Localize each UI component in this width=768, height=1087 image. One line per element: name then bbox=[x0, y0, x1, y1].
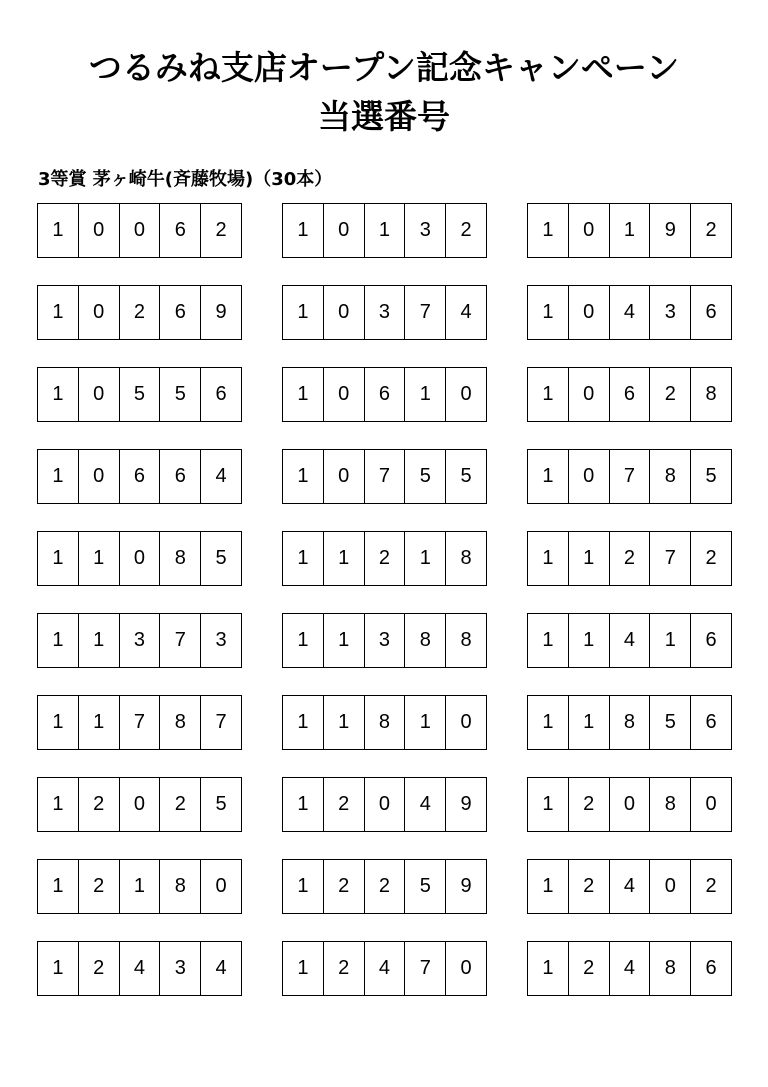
digit-cell: 9 bbox=[200, 286, 241, 339]
digit-cell: 2 bbox=[690, 860, 731, 913]
digit-cell: 0 bbox=[119, 204, 160, 257]
digit-cell: 0 bbox=[78, 204, 119, 257]
digit-cell: 0 bbox=[323, 450, 364, 503]
winning-number-box bbox=[37, 203, 242, 258]
digit-cell: 1 bbox=[297, 465, 309, 487]
digit-cell: 2 bbox=[159, 778, 200, 831]
winning-number-box bbox=[527, 777, 732, 832]
winning-number-box bbox=[282, 449, 487, 504]
digit-cell: 0 bbox=[200, 860, 241, 913]
digit-cell: 5 bbox=[159, 368, 200, 421]
digit-cell: 0 bbox=[445, 696, 486, 749]
digit-cell: 3 bbox=[364, 614, 405, 667]
digit-cell: 2 bbox=[445, 204, 486, 257]
digit-cell: 1 bbox=[52, 383, 64, 405]
winning-number-box bbox=[282, 203, 487, 258]
digit-cell: 9 bbox=[445, 860, 486, 913]
digit-cell: 2 bbox=[323, 778, 364, 831]
digit-cell: 9 bbox=[445, 778, 486, 831]
digit-cell: 1 bbox=[568, 532, 609, 585]
digit-cell: 4 bbox=[119, 942, 160, 995]
digit-cell: 1 bbox=[542, 957, 554, 979]
digit-cell: 4 bbox=[200, 450, 241, 503]
digit-cell: 4 bbox=[609, 942, 650, 995]
digit-cell: 2 bbox=[78, 942, 119, 995]
digit-cell: 4 bbox=[200, 942, 241, 995]
digit-cell: 0 bbox=[690, 778, 731, 831]
winning-number-box bbox=[527, 285, 732, 340]
digit-cell: 1 bbox=[542, 383, 554, 405]
digit-cell: 6 bbox=[690, 614, 731, 667]
winning-number-box bbox=[282, 613, 487, 668]
digit-cell: 1 bbox=[542, 793, 554, 815]
digit-cell: 0 bbox=[78, 368, 119, 421]
winning-number-box bbox=[282, 777, 487, 832]
digit-cell: 3 bbox=[159, 942, 200, 995]
digit-cell: 1 bbox=[297, 629, 309, 651]
digit-cell: 2 bbox=[323, 860, 364, 913]
digit-cell: 8 bbox=[159, 860, 200, 913]
digit-cell: 7 bbox=[404, 286, 445, 339]
digit-cell: 4 bbox=[404, 778, 445, 831]
winning-number-box bbox=[527, 203, 732, 258]
digit-cell: 5 bbox=[404, 860, 445, 913]
digit-cell: 0 bbox=[119, 778, 160, 831]
digit-cell: 1 bbox=[119, 860, 160, 913]
winning-number-box bbox=[37, 367, 242, 422]
page-title: つるみね支店オープン記念キャンペーン bbox=[88, 48, 680, 87]
digit-cell: 0 bbox=[609, 778, 650, 831]
digit-cell: 6 bbox=[364, 368, 405, 421]
digit-cell: 6 bbox=[159, 204, 200, 257]
digit-cell: 3 bbox=[404, 204, 445, 257]
digit-cell: 8 bbox=[445, 614, 486, 667]
digit-cell: 6 bbox=[159, 450, 200, 503]
digit-cell: 7 bbox=[609, 450, 650, 503]
digit-cell: 1 bbox=[609, 204, 650, 257]
digit-cell: 3 bbox=[200, 614, 241, 667]
digit-cell: 8 bbox=[649, 450, 690, 503]
digit-cell: 1 bbox=[568, 614, 609, 667]
digit-cell: 0 bbox=[323, 286, 364, 339]
digit-cell: 1 bbox=[297, 383, 309, 405]
digit-cell: 4 bbox=[609, 614, 650, 667]
winning-number-grid bbox=[37, 203, 732, 996]
winning-number-box bbox=[527, 367, 732, 422]
digit-cell: 5 bbox=[200, 532, 241, 585]
digit-cell: 1 bbox=[297, 711, 309, 733]
digit-cell: 1 bbox=[542, 875, 554, 897]
digit-cell: 1 bbox=[78, 532, 119, 585]
digit-cell: 1 bbox=[52, 629, 64, 651]
digit-cell: 1 bbox=[542, 301, 554, 323]
digit-cell: 1 bbox=[404, 532, 445, 585]
winning-number-box bbox=[527, 695, 732, 750]
winning-number-box bbox=[37, 695, 242, 750]
digit-cell: 1 bbox=[542, 547, 554, 569]
digit-cell: 1 bbox=[364, 204, 405, 257]
digit-cell: 1 bbox=[52, 875, 64, 897]
digit-cell: 2 bbox=[609, 532, 650, 585]
digit-cell: 0 bbox=[568, 368, 609, 421]
digit-cell: 4 bbox=[445, 286, 486, 339]
digit-cell: 1 bbox=[52, 301, 64, 323]
digit-cell: 6 bbox=[609, 368, 650, 421]
digit-cell: 2 bbox=[323, 942, 364, 995]
digit-cell: 1 bbox=[404, 368, 445, 421]
digit-cell: 3 bbox=[649, 286, 690, 339]
digit-cell: 2 bbox=[568, 778, 609, 831]
digit-cell: 1 bbox=[323, 532, 364, 585]
digit-cell: 0 bbox=[119, 532, 160, 585]
digit-cell: 0 bbox=[445, 942, 486, 995]
digit-cell: 1 bbox=[297, 957, 309, 979]
digit-cell: 1 bbox=[404, 696, 445, 749]
digit-cell: 2 bbox=[364, 532, 405, 585]
digit-cell: 0 bbox=[568, 204, 609, 257]
digit-cell: 7 bbox=[364, 450, 405, 503]
digit-cell: 2 bbox=[690, 204, 731, 257]
digit-cell: 0 bbox=[78, 450, 119, 503]
digit-cell: 1 bbox=[52, 957, 64, 979]
digit-cell: 1 bbox=[297, 547, 309, 569]
digit-cell: 7 bbox=[159, 614, 200, 667]
digit-cell: 2 bbox=[200, 204, 241, 257]
winning-number-box bbox=[282, 531, 487, 586]
digit-cell: 1 bbox=[297, 301, 309, 323]
digit-cell: 1 bbox=[542, 711, 554, 733]
winning-number-box bbox=[37, 613, 242, 668]
winning-number-box bbox=[282, 859, 487, 914]
digit-cell: 6 bbox=[690, 286, 731, 339]
prize-heading: 3等賞 茅ヶ崎牛(斉藤牧場)（30本） bbox=[38, 169, 333, 190]
winning-number-box bbox=[37, 941, 242, 996]
digit-cell: 4 bbox=[609, 860, 650, 913]
digit-cell: 2 bbox=[649, 368, 690, 421]
digit-cell: 3 bbox=[119, 614, 160, 667]
digit-cell: 1 bbox=[542, 219, 554, 241]
digit-cell: 2 bbox=[78, 860, 119, 913]
digit-cell: 6 bbox=[690, 942, 731, 995]
digit-cell: 5 bbox=[690, 450, 731, 503]
digit-cell: 0 bbox=[568, 286, 609, 339]
winning-number-box bbox=[527, 613, 732, 668]
winning-number-box bbox=[282, 941, 487, 996]
digit-cell: 4 bbox=[609, 286, 650, 339]
digit-cell: 5 bbox=[404, 450, 445, 503]
digit-cell: 0 bbox=[445, 368, 486, 421]
digit-cell: 9 bbox=[649, 204, 690, 257]
digit-cell: 0 bbox=[323, 204, 364, 257]
winning-number-box bbox=[527, 941, 732, 996]
digit-cell: 5 bbox=[649, 696, 690, 749]
digit-cell: 8 bbox=[404, 614, 445, 667]
winning-number-box bbox=[527, 859, 732, 914]
digit-cell: 5 bbox=[445, 450, 486, 503]
digit-cell: 2 bbox=[568, 942, 609, 995]
digit-cell: 5 bbox=[200, 778, 241, 831]
winning-number-box bbox=[527, 449, 732, 504]
digit-cell: 8 bbox=[690, 368, 731, 421]
digit-cell: 6 bbox=[119, 450, 160, 503]
digit-cell: 8 bbox=[445, 532, 486, 585]
digit-cell: 1 bbox=[568, 696, 609, 749]
digit-cell: 8 bbox=[364, 696, 405, 749]
digit-cell: 1 bbox=[649, 614, 690, 667]
digit-cell: 0 bbox=[78, 286, 119, 339]
digit-cell: 5 bbox=[119, 368, 160, 421]
digit-cell: 7 bbox=[200, 696, 241, 749]
digit-cell: 1 bbox=[297, 219, 309, 241]
page-subtitle: 当選番号 bbox=[318, 97, 450, 136]
digit-cell: 1 bbox=[78, 614, 119, 667]
digit-cell: 1 bbox=[542, 629, 554, 651]
digit-cell: 6 bbox=[690, 696, 731, 749]
digit-cell: 4 bbox=[364, 942, 405, 995]
digit-cell: 8 bbox=[649, 942, 690, 995]
digit-cell: 1 bbox=[78, 696, 119, 749]
digit-cell: 2 bbox=[119, 286, 160, 339]
digit-cell: 2 bbox=[78, 778, 119, 831]
digit-cell: 0 bbox=[568, 450, 609, 503]
digit-cell: 2 bbox=[568, 860, 609, 913]
winning-number-box bbox=[37, 531, 242, 586]
winning-number-box bbox=[37, 285, 242, 340]
digit-cell: 0 bbox=[649, 860, 690, 913]
digit-cell: 1 bbox=[297, 875, 309, 897]
digit-cell: 6 bbox=[200, 368, 241, 421]
digit-cell: 2 bbox=[690, 532, 731, 585]
digit-cell: 1 bbox=[52, 793, 64, 815]
digit-cell: 8 bbox=[159, 696, 200, 749]
digit-cell: 1 bbox=[297, 793, 309, 815]
winning-number-box bbox=[282, 367, 487, 422]
digit-cell: 0 bbox=[364, 778, 405, 831]
digit-cell: 1 bbox=[52, 219, 64, 241]
digit-cell: 2 bbox=[364, 860, 405, 913]
digit-cell: 0 bbox=[323, 368, 364, 421]
digit-cell: 1 bbox=[323, 696, 364, 749]
digit-cell: 7 bbox=[649, 532, 690, 585]
digit-cell: 1 bbox=[52, 711, 64, 733]
digit-cell: 8 bbox=[609, 696, 650, 749]
winning-number-box bbox=[37, 777, 242, 832]
digit-cell: 1 bbox=[542, 465, 554, 487]
digit-cell: 1 bbox=[323, 614, 364, 667]
winning-number-box bbox=[527, 531, 732, 586]
digit-cell: 8 bbox=[649, 778, 690, 831]
digit-cell: 1 bbox=[52, 547, 64, 569]
digit-cell: 7 bbox=[119, 696, 160, 749]
winning-number-box bbox=[282, 695, 487, 750]
digit-cell: 8 bbox=[159, 532, 200, 585]
digit-cell: 1 bbox=[52, 465, 64, 487]
digit-cell: 6 bbox=[159, 286, 200, 339]
digit-cell: 3 bbox=[364, 286, 405, 339]
winning-number-box bbox=[37, 449, 242, 504]
winning-number-box bbox=[37, 859, 242, 914]
winning-number-box bbox=[282, 285, 487, 340]
digit-cell: 7 bbox=[404, 942, 445, 995]
